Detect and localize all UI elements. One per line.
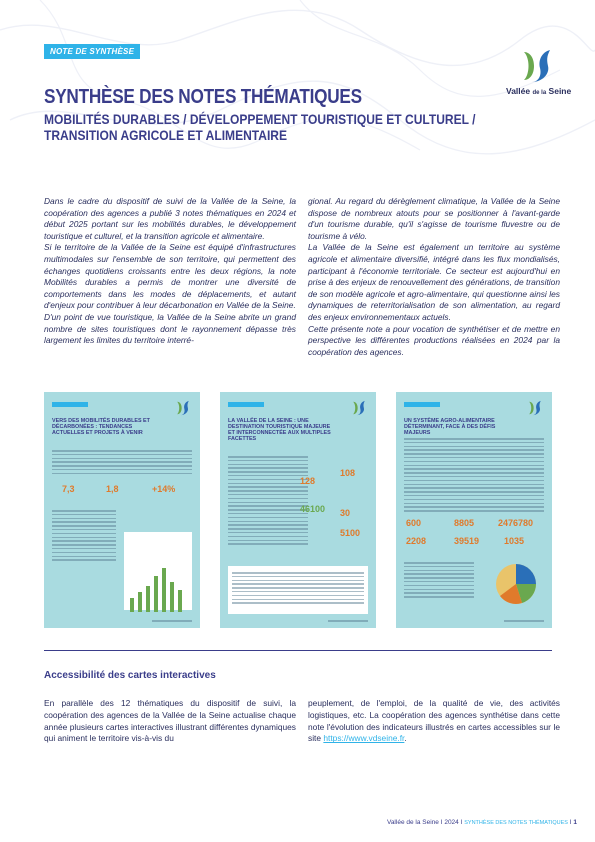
logo-text [506, 86, 571, 96]
thumbnail-footer [504, 620, 544, 622]
section-divider [44, 650, 552, 651]
logo-word-de-la: de la [532, 90, 547, 96]
thumbnail-text-lines [404, 562, 474, 600]
thumbnail-pie-chart [492, 560, 540, 608]
thumbnail-stat: 7,3 [62, 484, 75, 494]
page-number: 1 [573, 819, 577, 826]
section-paragraph-text: peuplement, de l'emploi, de la qualité de vie, des activités logistiques, etc. La coopération des agences synthétise dans cette note l'évolution des indicateurs illustrés en cartes accessibles sur le site [308, 698, 560, 744]
thumbnail-title: VERS DES MOBILITÉS DURABLES ET DÉCARBONÉES : TENDANCES ACTUELLES ET PROJETS À VENIR [52, 418, 150, 436]
intro-paragraph: gional. Au regard du dérèglement climatique, la Vallée de la Seine dispose de nombreux atouts pour se positionner à l'avant-garde d'un tourisme durable, qu'il s'agisse de tourisme fluvestre ou de tourisme à vélo. [308, 196, 560, 241]
section-paragraph-end: . [404, 733, 407, 744]
thumbnail-chart-bar [178, 590, 182, 612]
thumbnail-title: UN SYSTÈME AGRO-ALIMENTAIRE DÉTERMINANT, FACE À DES DÉFIS MAJEURS [404, 418, 496, 436]
thumbnail-stat: 8805 [454, 518, 475, 528]
thumbnail-chart-bar [170, 582, 174, 612]
footer-publisher: Vallée de la Seine [386, 819, 439, 826]
thumbnail-text-lines [52, 450, 192, 477]
thumbnail-logo-icon [350, 400, 368, 416]
thumbnail-mobilites[interactable] [44, 392, 200, 628]
footer-doc-title: SYNTHÈSE DES NOTES THÉMATIQUES [464, 820, 568, 826]
thumbnail-text-lines [52, 510, 116, 563]
section-column-2 [308, 698, 560, 745]
thumbnail-stat: 1035 [504, 536, 525, 546]
section-paragraph [308, 698, 560, 745]
page-footer [387, 819, 577, 826]
thumbnail-footer [328, 620, 368, 622]
intro-paragraph: Cette présente note a pour vocation de synthétiser et de mettre en perspective les différentes productions réalisées en 2024 par la coopération des agences. [308, 323, 560, 357]
logo-mark-icon [520, 48, 554, 84]
thumbnail-logo-icon [526, 400, 544, 416]
thumbnail-tag [228, 402, 264, 407]
intro-paragraph: Si le territoire de la Vallée de la Seine est équipé d'infrastructures multimodales sur l'ensemble de son territoire, qui permettent des échanges quotidiens croissants entre les deux régions, la note Mobilités durables a permis de montrer une diversité de comportements dans les modes de déplacements, et autant d'enjeux pour contribuer à leur décarbonation en Vallée de la Seine. [44, 242, 296, 311]
intro-paragraph: La Vallée de la Seine est également un territoire au système agricole et alimentaire diversifié, intégré dans les flux mondialisés, participant à l'économie territoriale. Ce secteur est aujourd'hui en prise à des enjeux de renouvellement des générations, de transition de son modèle agricole et agro-alimentaire, qui questionne ainsi les dynamiques de reterritorialisation de son alimentation, au regard des enjeux environnementaux actuels. [308, 242, 560, 322]
thumbnail-footer [152, 620, 192, 622]
thumbnail-stat: 2476780 [498, 518, 534, 528]
thumbnail-agro-alimentaire[interactable] [396, 392, 552, 628]
section-title: Accessibilité des cartes interactives [44, 670, 216, 681]
subtitle-line-2: TRANSITION AGRICOLE ET ALIMENTAIRE [44, 126, 288, 143]
thumbnail-stat: 46100 [300, 504, 326, 514]
intro-paragraph: D'un point de vue touristique, la Vallée de la Seine abrite un grand nombre de sites touristiques dont le rayonnement dépasse très largement les limites du territoire interré- [44, 311, 296, 346]
thumbnail-stat: 128 [300, 476, 316, 486]
footer-separator: I [440, 819, 443, 826]
thumbnail-tag [404, 402, 440, 407]
logo-word-seine: Seine [548, 86, 572, 96]
intro-column-1 [44, 196, 296, 347]
thumbnail-stat: 2208 [406, 536, 427, 546]
page-subtitle [44, 112, 475, 143]
thumbnail-tourisme[interactable] [220, 392, 376, 628]
footer-separator: I [569, 819, 572, 826]
thumbnail-text-lines [404, 438, 544, 514]
footer-separator: I [460, 819, 463, 826]
page-title: SYNTHÈSE DES NOTES THÉMATIQUES [44, 86, 362, 108]
thumbnail-chart-bar [154, 576, 158, 612]
thumbnail-chart-bar [138, 592, 142, 612]
thumbnail-stat: 39519 [454, 536, 480, 546]
subtitle-line-1: MOBILITÉS DURABLES / DÉVELOPPEMENT TOURISTIQUE ET CULTUREL / [44, 111, 476, 127]
thumbnail-stat: 1,8 [106, 484, 119, 494]
website-link[interactable]: https://www.vdseine.fr [323, 733, 405, 744]
thumbnail-logo-icon [174, 400, 192, 416]
thumbnail-text-lines [228, 456, 308, 547]
thumbnail-stat: +14% [152, 484, 176, 494]
thumbnail-tag [52, 402, 88, 407]
section-column-1 [44, 698, 296, 745]
thumbnail-stat: 600 [406, 518, 422, 528]
thumbnail-chart-bar [146, 586, 150, 612]
footer-year: 2024 [444, 819, 459, 826]
thumbnail-title: LA VALLÉE DE LA SEINE : UNE DESTINATION TOURISTIQUE MAJEURE ET INTERCONNECTÉE AUX MULTIPLES FACETTES [228, 418, 331, 442]
intro-column-2 [308, 196, 560, 358]
thumbnail-stat: 108 [340, 468, 356, 478]
intro-paragraph: Dans le cadre du dispositif de suivi de la Vallée de la Seine, la coopération des agences a publié 3 notes thématiques en 2024 et début 2025 portant sur les mobilités durables, le développement touristique et culturel, et la transition agricole et alimentaire. [44, 196, 296, 241]
thumbnail-chart-bar [130, 598, 134, 612]
thumbnail-stat: 5100 [340, 528, 361, 538]
thumbnail-text-lines [232, 572, 364, 606]
note-type-tag: NOTE DE SYNTHÈSE [44, 44, 140, 59]
section-paragraph: En parallèle des 12 thématiques du dispositif de suivi, la coopération des agences de la Vallée de la Seine actualise chaque année plusieurs cartes interactives illustrant différentes dynamiques qui animent le territoire vis-à-vis du [44, 698, 296, 744]
logo-word-vallee: Vallée [506, 86, 531, 96]
thumbnail-stat: 30 [340, 508, 351, 518]
thumbnail-chart-bar [162, 568, 166, 612]
logo [506, 48, 572, 104]
